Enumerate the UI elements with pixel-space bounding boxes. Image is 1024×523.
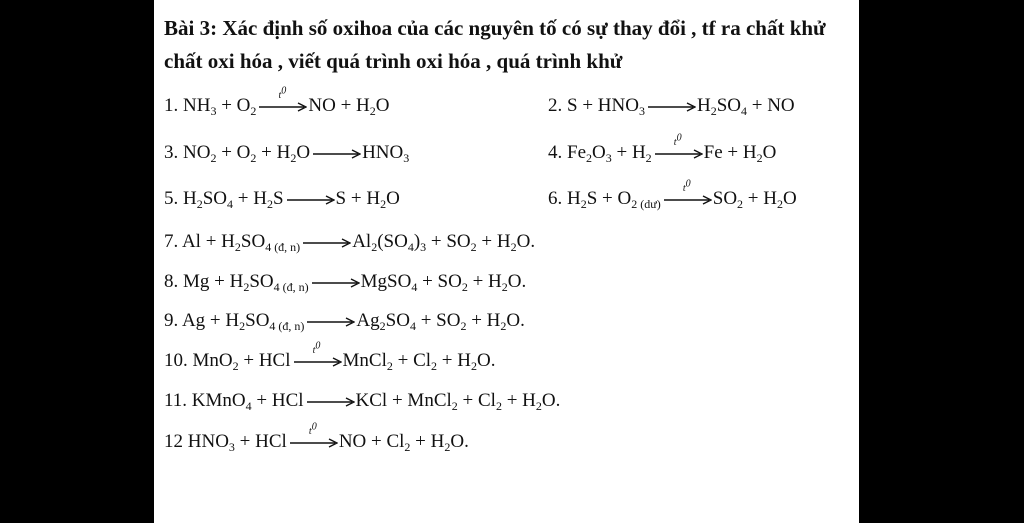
subscript: 4 (407, 240, 414, 254)
heat-label (662, 178, 712, 194)
subscript: 2 (250, 104, 257, 118)
reaction-arrow-icon (288, 421, 338, 450)
subscript: 2 (243, 280, 250, 294)
subscript: 3 (638, 104, 645, 118)
formula-text: MnCl (342, 350, 387, 371)
formula-text: (SO (377, 231, 408, 252)
reaction-arrow-icon (305, 395, 355, 409)
subscript: 2 (737, 197, 744, 211)
subscript: 2 (210, 151, 217, 165)
subscript: 2 (379, 319, 386, 333)
subscript: 2 (495, 399, 502, 413)
subscript: 3 (403, 151, 410, 165)
formula-text: Mg + H (183, 271, 244, 292)
subscript: 2 (500, 319, 507, 333)
subscript: 2 (580, 197, 587, 211)
formula-text: O. (506, 310, 525, 331)
heat-label (257, 85, 307, 101)
equation-12 (164, 421, 469, 454)
formula-text: SO (245, 310, 270, 331)
equation-number: 3. (164, 142, 179, 163)
reaction-arrow-icon (310, 276, 360, 290)
exercise-title (164, 12, 826, 78)
equation-8 (164, 270, 526, 294)
formula-text: S + H (335, 188, 381, 209)
formula-text: + H (743, 188, 777, 209)
subscript: 2 (756, 151, 763, 165)
formula-text: H (567, 188, 581, 209)
heat-symbol: t (308, 425, 312, 437)
formula-text: + HCl (234, 431, 287, 452)
equation-number: 5. (164, 188, 179, 209)
equation-number: 9. (164, 310, 179, 331)
title-line-2: chất oxi hóa , viết quá trình oxi hóa , quá trình khử (164, 49, 623, 73)
equation-5 (164, 187, 400, 211)
formula-text: HNO (362, 142, 404, 163)
formula-text: SO (716, 95, 741, 116)
equation-9 (164, 309, 525, 333)
subscript: 2 (234, 240, 241, 254)
reaction-arrow-icon (662, 178, 712, 207)
equation-number: 4. (548, 142, 563, 163)
formula-text: S (272, 188, 284, 209)
formula-text: + HCl (238, 350, 291, 371)
formula-text: SO (249, 271, 274, 292)
formula-text: O (592, 142, 606, 163)
formula-text: O (296, 142, 311, 163)
formula-text: O (386, 188, 400, 209)
subscript: 2 (470, 359, 477, 373)
formula-text: O. (476, 350, 496, 371)
formula-text: Al (352, 231, 372, 252)
formula-text: MnO (192, 350, 233, 371)
formula-text: + Cl (392, 350, 432, 371)
reaction-arrow-icon (257, 85, 307, 114)
heat-label (653, 132, 703, 148)
subscript: 4 (đ, n) (265, 240, 301, 254)
reaction-arrow-icon (311, 147, 361, 161)
formula-text: O. (541, 390, 561, 411)
heat-symbol: t (278, 89, 282, 101)
subscript: 4 (đ, n) (269, 319, 305, 333)
formula-text: S + HNO (567, 95, 639, 116)
subscript: 2 (dư) (631, 197, 661, 211)
subscript: 2 (710, 104, 717, 118)
formula-text: KMnO (191, 390, 246, 411)
subscript: 2 (369, 104, 376, 118)
reaction-arrow-icon (301, 236, 351, 250)
subscript: 2 (586, 151, 592, 165)
formula-text: Ag (356, 310, 380, 331)
formula-text: O (782, 188, 797, 209)
subscript: 4 (227, 197, 234, 211)
subscript: 2 (232, 359, 239, 373)
heat-label (288, 421, 338, 437)
heat-symbol: t (673, 136, 677, 148)
heat-superscript: 0 (281, 85, 287, 97)
heat-symbol: t (682, 182, 686, 194)
subscript: 2 (645, 151, 652, 165)
formula-text: Fe (567, 142, 586, 163)
formula-text: Fe + H (703, 142, 757, 163)
formula-text: + H (437, 350, 471, 371)
heat-superscript: 0 (676, 132, 682, 144)
formula-text: H (183, 188, 197, 209)
subscript: 2 (460, 319, 467, 333)
title-line-1: Bài 3: Xác định số oxihoa của các nguyên tố có sự thay đổi , tf ra chất khử (164, 16, 826, 40)
heat-superscript: 0 (685, 178, 691, 190)
formula-text: O. (507, 271, 527, 292)
formula-text: MgSO (360, 271, 412, 292)
reaction-arrow-icon (653, 132, 703, 161)
equation-number: 7. (164, 231, 179, 252)
formula-text: NH (183, 95, 211, 116)
formula-text: + H (476, 231, 511, 252)
worksheet-page (154, 0, 859, 523)
subscript: 2 (776, 197, 783, 211)
heat-label (292, 340, 342, 356)
subscript: 2 (444, 440, 451, 454)
subscript: 2 (371, 240, 378, 254)
formula-text: + H (501, 390, 536, 411)
formula-text: H (696, 95, 711, 116)
subscript: 2 (250, 151, 257, 165)
formula-text: ) (413, 231, 421, 252)
formula-text: + HCl (251, 390, 304, 411)
subscript: 4 (411, 280, 418, 294)
subscript: 3 (420, 240, 427, 254)
formula-text: KCl + MnCl (355, 390, 452, 411)
formula-text: O. (450, 431, 469, 452)
subscript: 2 (386, 359, 393, 373)
subscript: 2 (290, 151, 297, 165)
equation-6 (548, 178, 797, 211)
formula-text: + H (256, 142, 291, 163)
subscript: 2 (510, 240, 517, 254)
subscript: 2 (470, 240, 477, 254)
subscript: 2 (461, 280, 468, 294)
subscript: 2 (535, 399, 542, 413)
equation-number: 11. (164, 390, 188, 411)
subscript: 3 (210, 104, 217, 118)
heat-symbol: t (312, 344, 316, 356)
formula-text: SO (202, 188, 228, 209)
formula-text: + O (216, 95, 251, 116)
formula-text: + SO (417, 271, 462, 292)
subscript: 2 (451, 399, 458, 413)
subscript: 2 (404, 440, 411, 454)
equation-3 (164, 141, 409, 165)
subscript: 2 (501, 280, 508, 294)
heat-superscript: 0 (311, 421, 317, 433)
formula-text: SO (240, 231, 266, 252)
equation-number: 8. (164, 271, 179, 292)
formula-text: SO (385, 310, 410, 331)
formula-text: + H (611, 142, 646, 163)
equation-7 (164, 230, 535, 254)
formula-text: + H (466, 310, 501, 331)
formula-text: NO + H (308, 95, 370, 116)
reaction-arrow-icon (292, 340, 342, 369)
formula-text: Ag + H (181, 310, 240, 331)
subscript: 3 (228, 440, 235, 454)
formula-text: NO + Cl (338, 431, 405, 452)
formula-text: + SO (426, 231, 471, 252)
formula-text: Al + H (181, 231, 235, 252)
equation-2 (548, 94, 795, 118)
formula-text: + H (233, 188, 267, 209)
equation-number: 10. (164, 350, 188, 371)
reaction-arrow-icon (285, 193, 335, 207)
formula-text: + H (410, 431, 445, 452)
subscript: 4 (245, 399, 252, 413)
formula-text: + Cl (457, 390, 496, 411)
subscript: 2 (431, 359, 438, 373)
reaction-arrow-icon (646, 100, 696, 114)
formula-text: O (762, 142, 777, 163)
equation-number: 1. (164, 95, 179, 116)
formula-text: NO (183, 142, 211, 163)
equation-10 (164, 340, 496, 373)
subscript: 3 (605, 151, 612, 165)
formula-text: SO (712, 188, 738, 209)
subscript: 2 (380, 197, 387, 211)
formula-text: + O (216, 142, 251, 163)
equation-11 (164, 389, 560, 413)
formula-text: + SO (415, 310, 461, 331)
formula-text: HNO (187, 431, 229, 452)
equation-1 (164, 85, 390, 118)
subscript: 2 (239, 319, 246, 333)
subscript: 2 (266, 197, 273, 211)
formula-text: O. (516, 231, 536, 252)
formula-text: O (375, 95, 390, 116)
formula-text: S + O (586, 188, 632, 209)
subscript: 4 (409, 319, 416, 333)
equation-number: 6. (548, 188, 563, 209)
heat-superscript: 0 (315, 340, 321, 352)
subscript: 4 (740, 104, 747, 118)
reaction-arrow-icon (305, 315, 355, 329)
subscript: 2 (196, 197, 203, 211)
equation-4 (548, 132, 777, 165)
formula-text: + NO (746, 95, 795, 116)
equation-number: 2. (548, 95, 563, 116)
equation-number: 12 (164, 431, 183, 452)
formula-text: + H (467, 271, 502, 292)
subscript: 4 (đ, n) (273, 280, 309, 294)
